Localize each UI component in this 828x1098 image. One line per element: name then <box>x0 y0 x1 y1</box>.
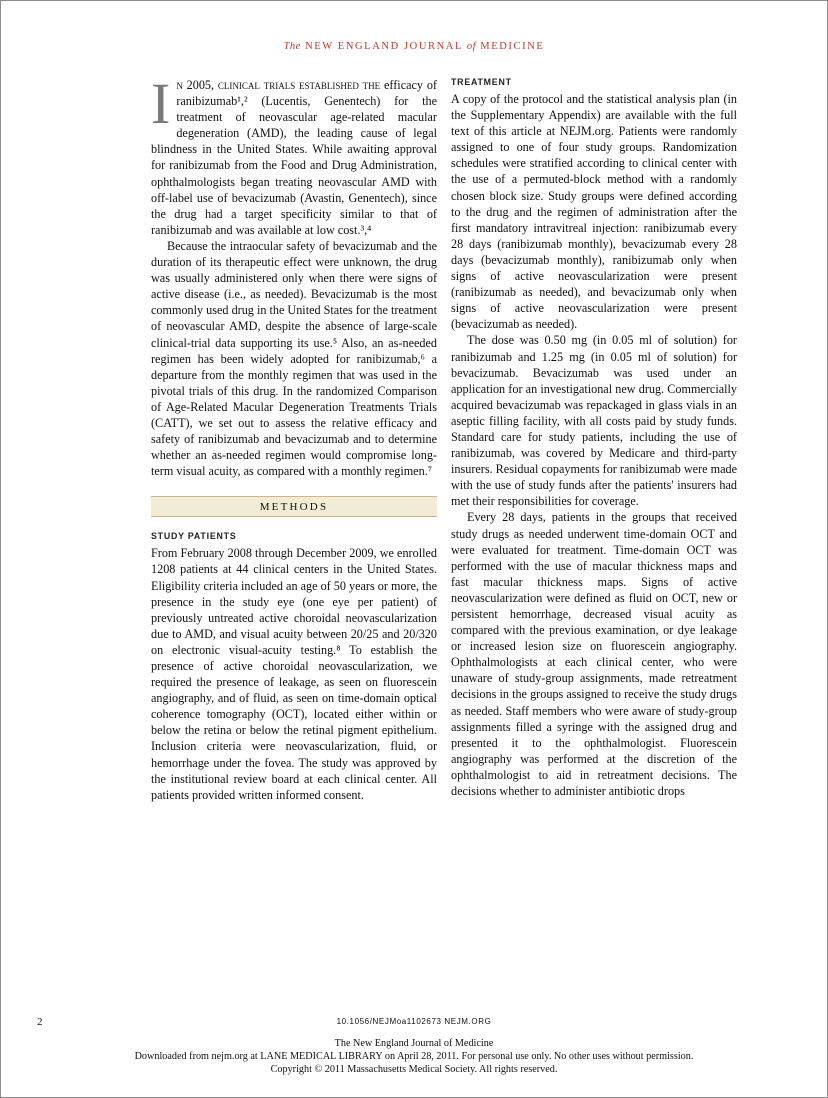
right-column <box>451 77 737 799</box>
intro-rest: efficacy of ranibizumab¹,² (Lucentis, Genentech) for the treatment of neovascular age-related macular degeneration (AMD), the leading cause of legal blindness in the United States. While awaiting approval for ranibizumab from the Food and Drug Administration, ophthalmologists began treating neovascular AMD with off-label use of bevacizumab (Avastin, Genentech), since the drug had a target specificity similar to that of ranibizumab and was available at low cost.³,⁴ <box>151 78 437 237</box>
header-the: The <box>283 41 301 52</box>
header-medicine: MEDICINE <box>480 41 545 52</box>
running-header <box>1 41 827 52</box>
study-patients-paragraph: From February 2008 through December 2009, we enrolled 1208 patients at 44 clinical centers in the United States. Eligibility criteria included an age of 50 years or more, the presence in the study eye (one eye per patient) of previously untreated active choroidal neovascularization due to AMD, and visual acuity between 20/25 and 20/320 on electronic visual-acuity testing.⁸ To establish the presence of active choroidal neovascularization, we required the presence of leakage, as seen on fluorescein angiography, and of fluid, as seen on time-domain optical coherence tomography (OCT), located either within or below the retina or below the retinal pigment epithelium. Inclusion criteria were neovascularization, fluid, or hemorrhage under the fovea. The study was approved by the institutional review board at each clinical center. All patients provided written informed consent. <box>151 546 437 802</box>
treatment-paragraph-2: The dose was 0.50 mg (in 0.05 ml of solution) for ranibizumab and 1.25 mg (in 0.05 ml of solution) for bevacizumab. Bevacizumab was used under an application for an investigational new drug. Commercially acquired bevacizumab was repackaged in glass vials in an aseptic filling facility, with all costs paid by study funds. Standard care for study patients, including the use of ranibizumab, was covered by Medicare and third-party insurers. Residual copayments for ranibizumab were made with the use of study funds after the patients' insurers had met their responsibilities for coverage. <box>451 333 737 509</box>
footer-journal: The New England Journal of Medicine <box>334 1038 494 1049</box>
intro-lead: n 2005, clinical trials established the <box>176 78 381 92</box>
drop-cap: I <box>151 71 171 136</box>
treatment-heading: TREATMENT <box>451 77 512 87</box>
methods-heading: METHODS <box>151 496 437 517</box>
left-column <box>151 71 438 803</box>
study-patients-heading: STUDY PATIENTS <box>151 531 237 542</box>
treatment-paragraph-3: Every 28 days, patients in the groups that received study drugs as needed underwent time-domain OCT and were evaluated for treatment. Time-domain OCT was performed with the use of macular thickness maps and fast macular thickness maps. Signs of active neovascularization were defined as fluid on OCT, new or persistent hemorrhage, decreased visual acuity as compared with the previous examination, or dye leakage or increased lesion size on fluorescein angiography. Ophthalmologists at each clinical center, who were unaware of study-group assignments, made retreatment decisions in the groups assigned to receive the study drugs as needed. Staff members who were aware of study-group assignments filled a syringe with the assigned drug and presented it to the ophthalmologist. Fluorescein angiography was performed at the discretion of the ophthalmologist to aid in retreatment decisions. The decisions whether to administer antibiotic drops <box>451 510 737 799</box>
footer-download-notice: Downloaded from nejm.org at LANE MEDICAL LIBRARY on April 28, 2011. For personal use only. No other uses without permission. <box>134 1051 694 1062</box>
page-number: 2 <box>37 1016 43 1028</box>
doi-line: 10.1056/NEJMoa1102673 NEJM.ORG <box>336 1017 492 1026</box>
header-of: of <box>466 41 477 52</box>
treatment-paragraph-1: A copy of the protocol and the statistical analysis plan (in the Supplementary Appendix) are available with the full text of this article at NEJM.org. Patients were randomly assigned to one of four study groups. Randomization schedules were stratified according to clinical center with the use of a permuted-block method with a randomly chosen block size. Study groups were defined according to the drug and the regimen of administration after the first mandatory intravitreal injection: ranibizumab every 28 days (ranibizumab monthly), bevacizumab every 28 days (bevacizumab monthly), ranibizumab only when signs of active neovascularization were present (ranibizumab as needed), and bevacizumab only when signs of active neovascularization were present (bevacizumab as needed). <box>451 92 737 332</box>
header-journal: NEW ENGLAND JOURNAL <box>305 41 463 52</box>
download-footer <box>1 1037 827 1076</box>
intro-paragraph-2: Because the intraocular safety of bevacizumab and the duration of its therapeutic effect were unknown, the drug was usually administered only when there were signs of active disease (i.e., as needed). Bevacizumab is the most commonly used drug in the United States for the treatment of neovascular AMD, despite the absence of large-scale clinical-trial data supporting its use.⁵ Also, an as-needed regimen has been widely adopted for ranibizumab,⁶ a departure from the monthly regimen that was used in the pivotal trials of this drug. In the randomized Comparison of Age-Related Macular Degeneration Treatments Trials (CATT), we set out to assess the relative efficacy and safety of ranibizumab and bevacizumab and to determine whether an as-needed regimen would compromise long-term visual acuity, as compared with a monthly regimen.⁷ <box>151 238 438 479</box>
intro-paragraph <box>151 71 437 238</box>
footer-copyright: Copyright © 2011 Massachusetts Medical Society. All rights reserved. <box>270 1064 558 1075</box>
